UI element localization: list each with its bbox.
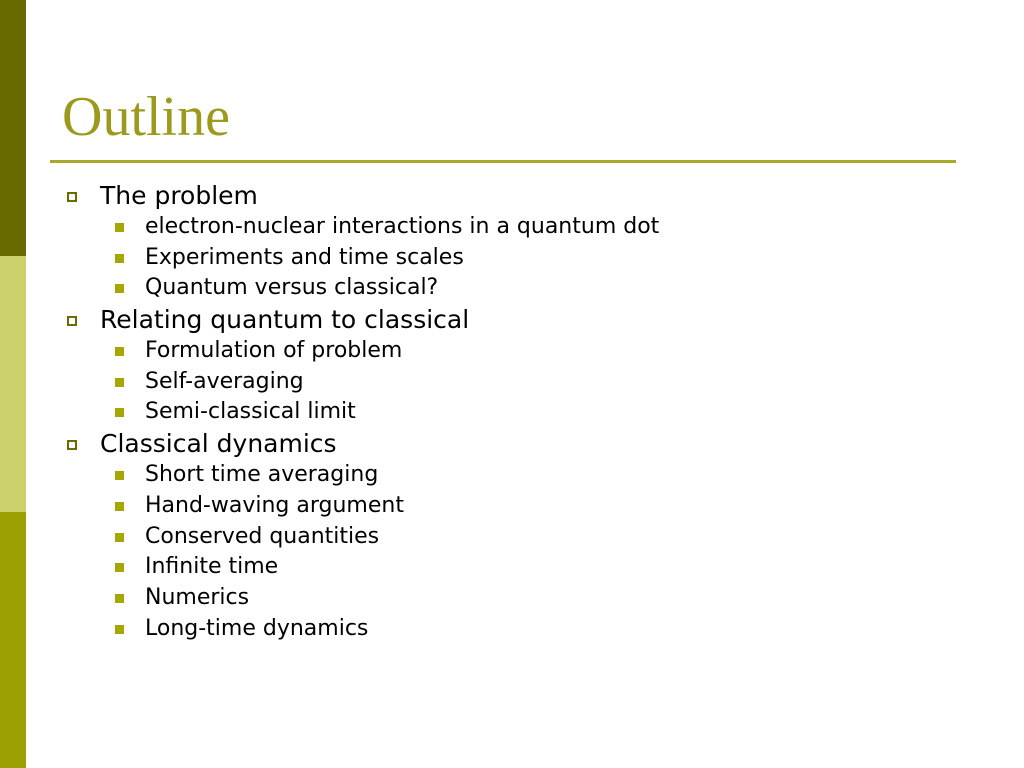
- sub-item: [0, 397, 1000, 428]
- sub-item-text: Conserved quantities: [145, 523, 380, 549]
- sub-item: [0, 491, 1000, 522]
- sub-item-text: Numerics: [145, 584, 250, 610]
- section-heading-text: The problem: [100, 181, 258, 210]
- title-divider: [50, 160, 956, 163]
- section-heading-text: Relating quantum to classical: [100, 305, 470, 335]
- section-heading: [0, 428, 1000, 460]
- filled-square-bullet-icon: [115, 533, 124, 542]
- hollow-square-bullet-icon: [67, 316, 77, 326]
- sub-item: [0, 212, 1000, 243]
- filled-square-bullet-icon: [115, 563, 124, 572]
- filled-square-bullet-icon: [115, 594, 124, 603]
- sub-item-text: Self-averaging: [145, 368, 304, 394]
- sub-item: [0, 460, 1000, 491]
- sub-item: [0, 243, 1000, 274]
- filled-square-bullet-icon: [115, 284, 124, 293]
- sub-item-text: Experiments and time scales: [145, 244, 464, 270]
- filled-square-bullet-icon: [115, 347, 124, 356]
- filled-square-bullet-icon: [115, 502, 124, 511]
- section-heading: [0, 180, 1000, 212]
- sub-item: [0, 336, 1000, 367]
- sub-item: [0, 367, 1000, 398]
- section-heading: [0, 304, 1000, 336]
- sub-item-text: Quantum versus classical?: [145, 275, 439, 301]
- filled-square-bullet-icon: [115, 471, 124, 480]
- hollow-square-bullet-icon: [67, 192, 77, 202]
- filled-square-bullet-icon: [115, 408, 124, 417]
- sub-item: [0, 552, 1000, 583]
- filled-square-bullet-icon: [115, 223, 124, 232]
- sub-item-text: electron-nuclear interactions in a quantum dot: [145, 214, 660, 239]
- sub-item: [0, 522, 1000, 553]
- sub-item-text: Hand-waving argument: [145, 492, 404, 518]
- filled-square-bullet-icon: [115, 625, 124, 634]
- sub-item-text: Long-time dynamics: [145, 615, 369, 641]
- filled-square-bullet-icon: [115, 254, 124, 263]
- outline-list: [0, 180, 1000, 644]
- sub-item-text: Infinite time: [145, 554, 279, 580]
- slide-title: Outline: [62, 86, 230, 148]
- filled-square-bullet-icon: [115, 378, 124, 387]
- sub-item-text: Formulation of problem: [145, 338, 403, 364]
- sub-item-text: Semi-classical limit: [145, 399, 356, 425]
- section-heading-text: Classical dynamics: [100, 429, 337, 459]
- sub-item: [0, 273, 1000, 304]
- sub-item: [0, 614, 1000, 645]
- sub-item: [0, 583, 1000, 614]
- hollow-square-bullet-icon: [67, 440, 77, 450]
- sub-item-text: Short time averaging: [145, 462, 379, 488]
